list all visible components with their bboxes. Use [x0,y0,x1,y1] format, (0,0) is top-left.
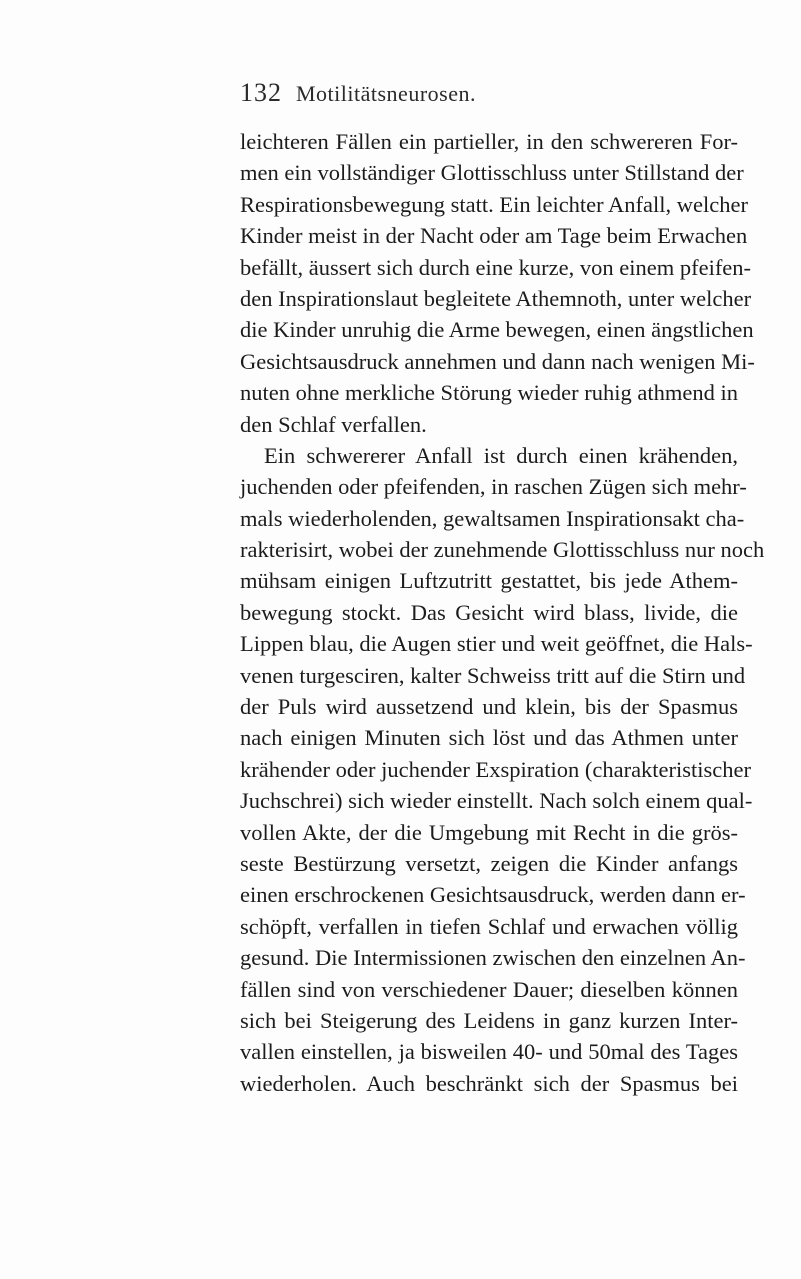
text-line: gesund. Die Intermissionen zwischen den einzelnen An- [240,945,746,971]
text-line: bewegung stockt. Das Gesicht wird blass, livide, die [240,599,738,625]
text-line: Gesichtsausdruck annehmen und dann nach wenigen Mi- [240,348,755,374]
text-line: mals wiederholenden, gewaltsamen Inspirationsakt cha- [240,505,745,531]
paragraph-start-line: Ein schwererer Anfall ist durch einen krähenden, [264,442,738,468]
text-line: mühsam einigen Luftzutritt gestattet, bis jede Athem- [240,568,738,594]
text-line: venen turgesciren, kalter Schweiss tritt auf die Stirn und [240,662,746,688]
text-line: Juchschrei) sich wieder einstellt. Nach solch einem qual- [240,788,753,814]
text-line: men ein vollständiger Glottisschluss unter Stillstand der [240,160,744,186]
text-line: juchenden oder pfeifenden, in raschen Zügen sich mehr- [240,474,747,500]
running-title: Motilitätsneurosen. [296,81,476,106]
text-line: der Puls wird aussetzend und klein, bis der Spasmus [240,694,738,720]
text-line: schöpft, verfallen in tiefen Schlaf und erwachen völlig [240,913,738,939]
text-line: sich bei Steigerung des Leidens in ganz kurzen Inter- [240,1007,738,1033]
text-line: fällen sind von verschiedener Dauer; dieselben können [240,976,738,1002]
text-line: krähender oder juchender Exspiration (charakteristischer [240,756,752,782]
text-line: Lippen blau, die Augen stier und weit geöffnet, die Hals- [240,631,753,657]
text-line: nach einigen Minuten sich löst und das Athmen unter [240,725,738,751]
text-line: die Kinder unruhig die Arme bewegen, einen ängstlichen [240,317,754,343]
text-line: leichteren Fällen ein partieller, in den schwereren For- [240,129,738,154]
text-line: vollen Akte, der die Umgebung mit Recht in die grös- [240,819,738,845]
page-header [240,78,700,112]
paragraph-end-line: den Schlaf verfallen. [240,411,427,437]
text-line: rakterisirt, wobei der zunehmende Glottisschluss nur noch [240,537,765,563]
text-line: vallen einstellen, ja bisweilen 40- und 50mal des Tages [240,1039,738,1065]
body-text [240,126,765,1099]
text-line: seste Bestürzung versetzt, zeigen die Kinder anfangs [240,850,738,876]
text-line: nuten ohne merkliche Störung wieder ruhig athmend in [240,380,738,406]
page-number: 132 [240,78,282,107]
text-line: den Inspirationslaut begleitete Athemnoth, unter welcher [240,285,752,311]
text-line: einen erschrockenen Gesichtsausdruck, werden dann er- [240,882,746,908]
text-line: Kinder meist in der Nacht oder am Tage beim Erwachen [240,223,748,249]
text-line: befällt, äussert sich durch eine kurze, von einem pfeifen- [240,254,752,280]
text-line: Respirationsbewegung statt. Ein leichter Anfall, welcher [240,191,748,217]
text-line: wiederholen. Auch beschränkt sich der Spasmus bei [240,1070,738,1096]
